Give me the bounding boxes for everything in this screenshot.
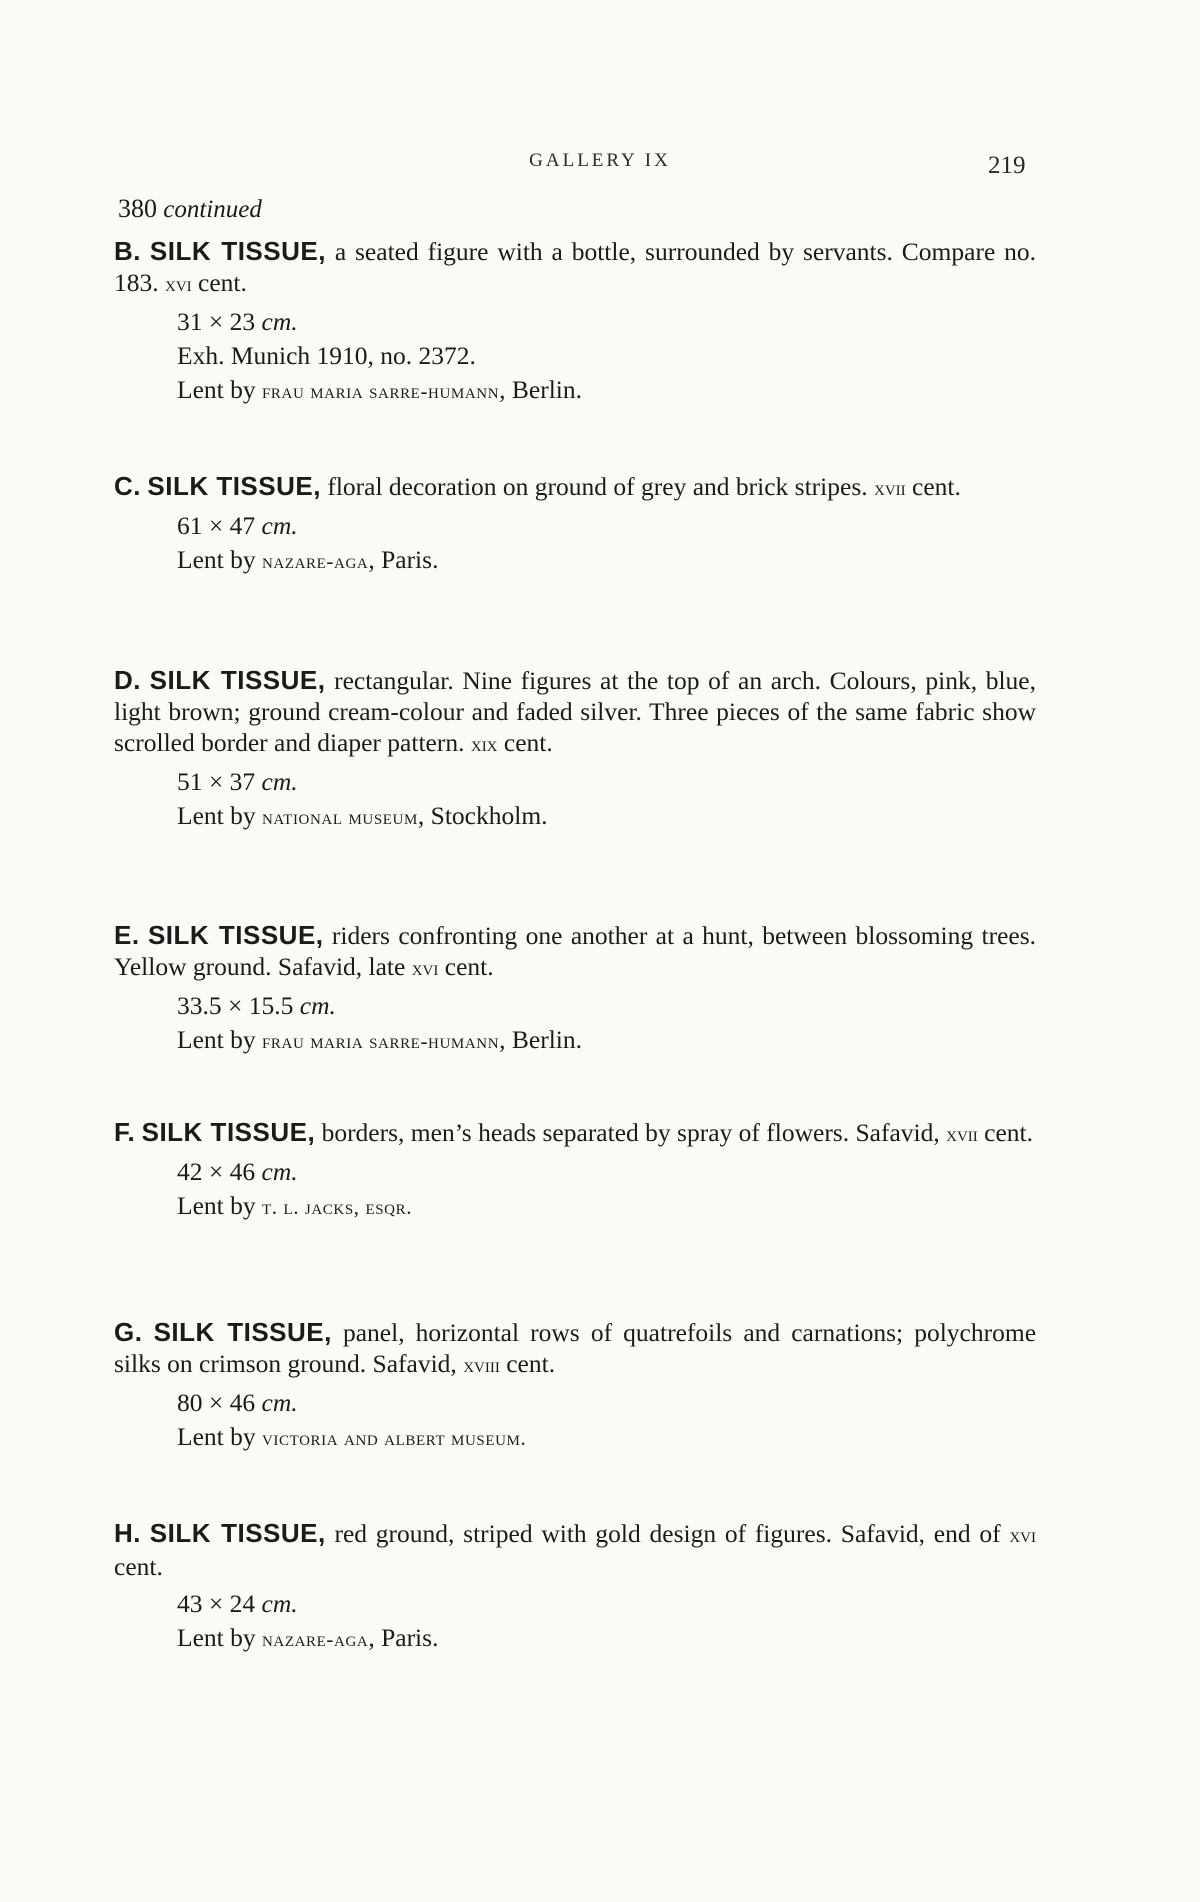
entry-letter: C. — [114, 471, 141, 501]
dimensions-value: 43 × 24 — [177, 1589, 262, 1618]
entry-lender — [177, 1420, 1036, 1455]
entry-description — [114, 920, 1036, 984]
entry-dimensions — [177, 1155, 1036, 1189]
entry-century-suffix: cent. — [905, 472, 961, 501]
entry-century-suffix: cent. — [114, 1552, 163, 1581]
entry-century: xvi — [411, 956, 439, 980]
dimensions-unit: cm. — [261, 307, 298, 336]
entry-text: panel, horizontal rows of quatrefoils and carnations; polychrome silks on crimson ground. Safavid, — [114, 1318, 1037, 1378]
entry-text: riders confronting one another at a hunt, between blossoming trees. Yellow ground. Safavid, late — [114, 921, 1037, 981]
dimensions-value: 51 × 37 — [177, 767, 262, 796]
entry-century: xvi — [1009, 1523, 1037, 1547]
entry-meta — [114, 305, 1036, 408]
entry-letter: B. — [114, 236, 141, 266]
entry-lender — [177, 543, 1036, 578]
lent-prefix: Lent by — [177, 545, 262, 574]
entry-meta — [114, 1386, 1036, 1455]
lent-prefix: Lent by — [177, 1191, 262, 1220]
entry-title: SILK TISSUE, — [153, 1317, 332, 1347]
dimensions-unit: cm. — [261, 767, 298, 796]
lent-suffix: , Berlin. — [499, 1025, 583, 1054]
lender-name: frau maria sarre-humann — [261, 1029, 500, 1053]
entry-letter: F. — [114, 1117, 136, 1147]
lent-prefix: Lent by — [177, 1422, 262, 1451]
entry-title: SILK TISSUE, — [141, 1117, 316, 1147]
entry-century: xvi — [165, 272, 192, 296]
entry-meta — [114, 989, 1036, 1058]
entry-dimensions — [177, 765, 1036, 799]
dimensions-value: 33.5 × 15.5 — [177, 991, 300, 1020]
dimensions-value: 31 × 23 — [177, 307, 262, 336]
entry-letter: G. — [114, 1317, 143, 1347]
entry-lender — [177, 373, 1036, 408]
entry-description — [114, 665, 1036, 760]
entry-century-suffix: cent. — [977, 1118, 1034, 1147]
entry-title: SILK TISSUE, — [147, 471, 321, 501]
entry-description — [114, 236, 1036, 300]
lent-suffix: , Paris. — [368, 545, 439, 574]
dimensions-unit: cm. — [261, 511, 298, 540]
entry-title: SILK TISSUE, — [149, 1518, 326, 1548]
dimensions-unit: cm. — [261, 1589, 298, 1618]
entry-exhibition: Exh. Munich 1910, no. 2372. — [177, 341, 476, 370]
lender-name: frau maria sarre-humann — [261, 379, 500, 403]
catalogue-entry-b — [114, 236, 1036, 408]
catalogue-entry-f — [114, 1117, 1036, 1224]
entry-century: xvii — [946, 1122, 978, 1146]
lender-name: victoria and albert museum. — [261, 1426, 527, 1450]
catalogue-entry-h — [114, 1518, 1036, 1656]
lent-suffix: , Berlin. — [499, 375, 583, 404]
entry-century-suffix: cent. — [497, 728, 553, 757]
entry-lender — [177, 799, 1036, 834]
page-number: 219 — [988, 152, 1026, 179]
dimensions-unit: cm. — [261, 1157, 298, 1186]
running-head: GALLERY IX — [529, 150, 671, 171]
entry-meta — [114, 509, 1036, 578]
lender-name: national museum — [261, 805, 418, 829]
entry-lender — [177, 1621, 1036, 1656]
dimensions-unit: cm. — [261, 1388, 298, 1417]
dimensions-value: 80 × 46 — [177, 1388, 262, 1417]
catalogue-entry-e — [114, 920, 1036, 1058]
catalogue-number: 380 — [118, 194, 157, 223]
entry-text: borders, men’s heads separated by spray of flowers. Safavid, — [315, 1118, 947, 1147]
entry-dimensions — [177, 989, 1036, 1023]
catalogue-entry-g — [114, 1317, 1036, 1455]
entry-dimensions — [177, 305, 1036, 339]
entry-title: SILK TISSUE, — [149, 236, 326, 266]
catalogue-entry-c — [114, 471, 1036, 578]
entry-letter: E. — [114, 920, 140, 950]
lender-name: nazare-aga — [261, 549, 369, 573]
lent-prefix: Lent by — [177, 801, 262, 830]
entry-meta — [114, 1587, 1036, 1656]
lent-suffix: , Stockholm. — [417, 801, 548, 830]
entry-century: xvii — [874, 476, 906, 500]
lent-suffix: , Paris. — [368, 1623, 439, 1652]
entry-meta — [114, 765, 1036, 834]
entry-meta — [114, 1155, 1036, 1224]
lent-prefix: Lent by — [177, 1623, 262, 1652]
continued-heading — [118, 194, 262, 224]
entry-description — [114, 1317, 1036, 1381]
entry-text: red ground, striped with gold design of figures. Safavid, end of — [325, 1519, 1010, 1548]
entry-century-suffix: cent. — [438, 952, 494, 981]
entry-century: xix — [470, 732, 498, 756]
entry-text: a seated figure with a bottle, surrounded by servants. Compare no. 183. — [114, 237, 1037, 297]
entry-century: xviii — [463, 1353, 500, 1377]
dimensions-unit: cm. — [299, 991, 336, 1020]
entry-century-suffix: cent. — [191, 268, 247, 297]
continued-label: continued — [163, 196, 262, 223]
lent-prefix: Lent by — [177, 375, 262, 404]
entry-description — [114, 1117, 1036, 1150]
entry-title: SILK TISSUE, — [149, 665, 326, 695]
entry-dimensions — [177, 1587, 1036, 1621]
entry-text: floral decoration on ground of grey and brick stripes. — [320, 472, 874, 501]
entry-title: SILK TISSUE, — [147, 920, 324, 950]
lender-name: nazare-aga — [261, 1627, 369, 1651]
entry-description — [114, 1518, 1036, 1582]
entry-letter: H. — [114, 1518, 141, 1548]
entry-letter: D. — [114, 665, 141, 695]
catalogue-entry-d — [114, 665, 1036, 834]
lender-name: t. l. jacks, esqr. — [261, 1195, 413, 1219]
entry-dimensions — [177, 509, 1036, 543]
entry-lender — [177, 1023, 1036, 1058]
dimensions-value: 42 × 46 — [177, 1157, 262, 1186]
dimensions-value: 61 × 47 — [177, 511, 262, 540]
entry-description — [114, 471, 1036, 504]
entry-lender — [177, 1189, 1036, 1224]
entry-text: rectangular. Nine figures at the top of an arch. Colours, pink, blue, light brown; ground cream-colour and faded silver. Three pieces of the same fabric show scrolled border and diaper pattern. — [114, 666, 1036, 757]
entry-dimensions — [177, 1386, 1036, 1420]
entry-century-suffix: cent. — [499, 1349, 556, 1378]
lent-prefix: Lent by — [177, 1025, 262, 1054]
